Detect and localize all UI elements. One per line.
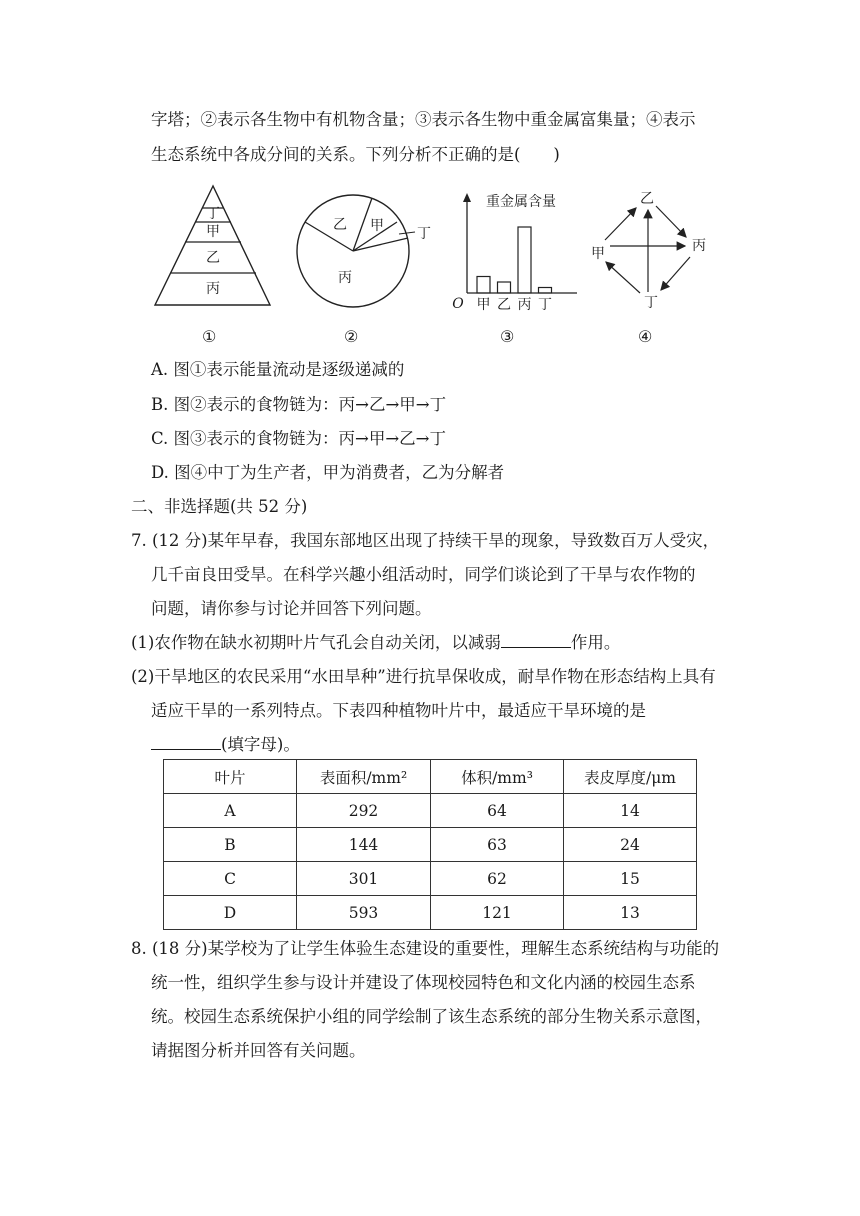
table-cell: D: [164, 896, 297, 930]
pie-slice-label-1: 乙: [333, 217, 347, 233]
table-cell: 593: [297, 896, 431, 930]
q7-line-3: 问题，请你参与讨论并回答下列问题。: [151, 599, 432, 618]
table-cell: 121: [431, 896, 564, 930]
table-cell: 13: [564, 896, 697, 930]
figure-label-1: ①: [202, 327, 217, 346]
table-cell: 62: [431, 862, 564, 896]
figures-svg: [0, 180, 860, 330]
q7-part-1: [131, 631, 620, 655]
bar-chart: [452, 193, 577, 313]
option-a: A. 图①表示能量流动是逐级递减的: [151, 360, 405, 379]
pyramid-layer-1: 丁: [206, 206, 220, 222]
answer-blank-2[interactable]: [151, 733, 221, 750]
bar-4: [539, 288, 552, 294]
q8-line-1: 8. (18 分)某学校为了让学生体验生态建设的重要性，理解生态系统结构与功能的: [131, 939, 720, 958]
q7-part-2-line-3: [151, 733, 300, 757]
pyramid-figure: [155, 186, 270, 305]
bar-category-label: 丙: [517, 297, 532, 313]
table-cell: 15: [564, 862, 697, 896]
pie-figure: [297, 195, 431, 307]
intro-line-1: 字塔；②表示各生物中有机物含量；③表示各生物中重金属富集量；④表示: [151, 110, 696, 129]
q7-part-2-suffix: (填字母)。: [221, 735, 300, 754]
node-label-right: 丙: [692, 238, 706, 254]
y-axis-arrow: [463, 193, 471, 202]
pie-slice-label-2: 甲: [370, 218, 384, 234]
table-cell: 292: [297, 794, 431, 828]
origin-label: O: [452, 296, 464, 312]
q7-part-1-suffix: 作用。: [570, 633, 621, 652]
answer-blank-1[interactable]: [501, 631, 571, 648]
node-label-top: 乙: [640, 191, 654, 207]
intro-line-2: 生态系统中各成分间的关系。下列分析不正确的是( ): [151, 145, 560, 164]
bar-category-label: 乙: [497, 297, 511, 313]
bar-2: [498, 282, 511, 293]
option-d: D. 图④中丁为生产者，甲为消费者，乙为分解者: [151, 463, 505, 482]
option-c: C. 图③表示的食物链为：丙→甲→乙→丁: [151, 429, 447, 448]
table-cell: B: [164, 828, 297, 862]
table-cell: C: [164, 862, 297, 896]
node-label-bottom: 丁: [644, 295, 658, 311]
q7-line-2: 几千亩良田受旱。在科学兴趣小组活动时，同学们谈论到了干旱与农作物的: [151, 565, 696, 584]
relationship-diagram: [591, 191, 706, 311]
table-row: [164, 896, 697, 930]
option-b: B. 图②表示的食物链为：丙→乙→甲→丁: [151, 395, 447, 414]
section-heading: 二、非选择题(共 52 分): [131, 497, 308, 516]
pie-slice-label-4: 丙: [338, 270, 352, 286]
q8-line-2: 统一性，组织学生参与设计并建设了体现校园特色和文化内涵的校园生态系: [151, 973, 696, 992]
table-row: [164, 828, 697, 862]
table-row: [164, 794, 697, 828]
figure-label-2: ②: [344, 327, 359, 346]
y-axis-label: 重金属含量: [486, 194, 556, 210]
bar-1: [477, 277, 490, 294]
table-header-row: [164, 760, 697, 794]
table-cell: 63: [431, 828, 564, 862]
bar-category-label: 甲: [476, 297, 491, 313]
table-cell: 14: [564, 794, 697, 828]
pyramid-layer-3: 乙: [206, 250, 220, 266]
table-header-cell: 叶片: [164, 760, 297, 794]
q7-line-1: 7. (12 分)某年早春，我国东部地区出现了持续干旱的现象，导致数百万人受灾，: [131, 531, 720, 550]
table-cell: 144: [297, 828, 431, 862]
table-cell: 24: [564, 828, 697, 862]
figure-label-3: ③: [500, 327, 515, 346]
table-cell: 64: [431, 794, 564, 828]
q8-line-4: 请据图分析并回答有关问题。: [151, 1041, 366, 1060]
table-header-cell: 体积/mm³: [431, 760, 564, 794]
pie-slice-label-3: 丁: [417, 226, 431, 242]
table-cell: 301: [297, 862, 431, 896]
pyramid-layer-2: 甲: [206, 224, 220, 240]
table-row: [164, 862, 697, 896]
figure-label-4: ④: [638, 327, 653, 346]
pyramid-layer-4: 丙: [206, 281, 220, 297]
table-header-cell: 表面积/mm²: [297, 760, 431, 794]
leaf-data-table: [163, 759, 697, 930]
q7-part-1-prefix: (1)农作物在缺水初期叶片气孔会自动关闭，以减弱: [131, 633, 501, 652]
bar-category-label: 丁: [538, 297, 552, 313]
q7-part-2-line-1: (2)干旱地区的农民采用“水田旱种”进行抗旱保收成，耐旱作物在形态结构上具有: [131, 667, 716, 686]
bar-3: [518, 227, 531, 293]
node-label-left: 甲: [591, 246, 605, 262]
table-cell: A: [164, 794, 297, 828]
q7-part-2-line-2: 适应干旱的一系列特点。下表四种植物叶片中，最适应干旱环境的是: [151, 701, 646, 720]
table-header-cell: 表皮厚度/μm: [564, 760, 697, 794]
q8-line-3: 统。校园生态系统保护小组的同学绘制了该生态系统的部分生物关系示意图，: [151, 1007, 712, 1026]
